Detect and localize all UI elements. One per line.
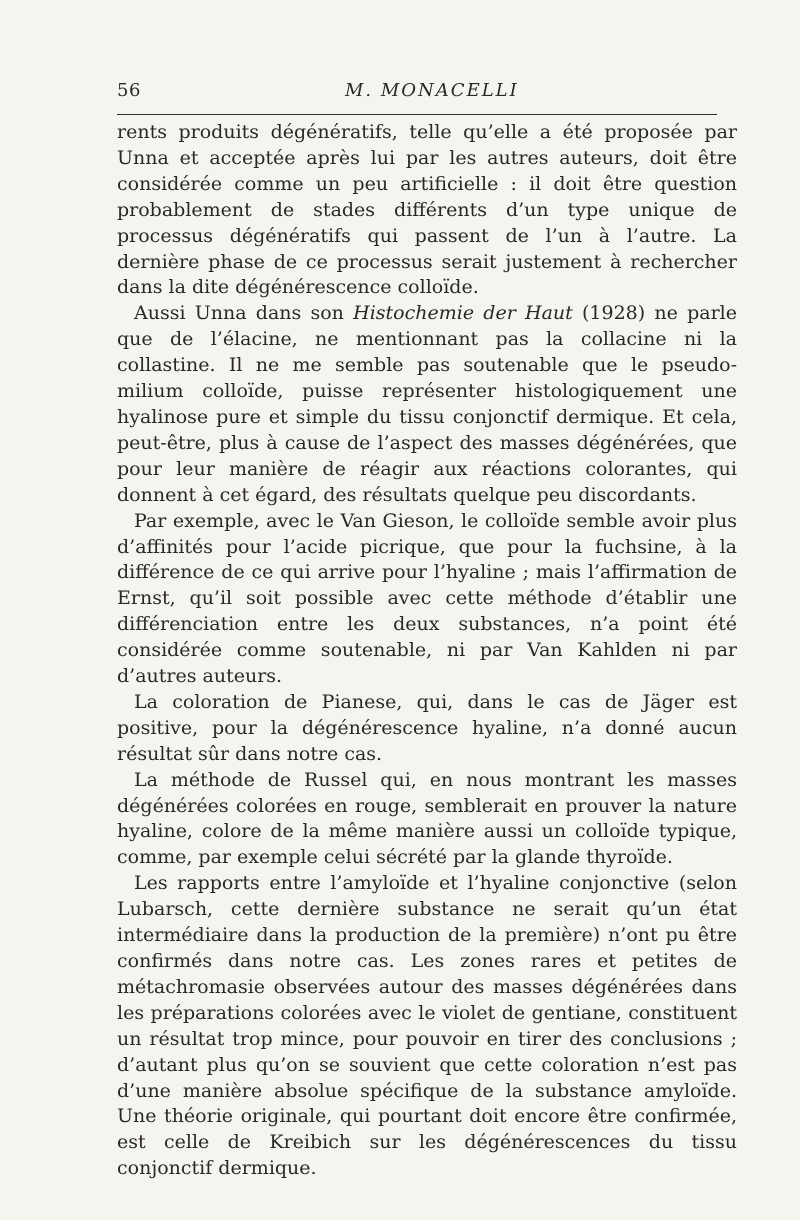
paragraph-4: La coloration de Pianese, qui, dans le cas de Jäger est positive, pour la dégénérescence hyaline, n’a donné aucun résultat sûr dans notre cas. — [117, 690, 737, 765]
paragraph-2-intro: Aussi Unna dans son — [134, 302, 354, 325]
header-rule — [117, 114, 717, 115]
paragraph-5: La méthode de Russel qui, en nous montrant les masses dégénérées colorées en rouge, semblerait en prouver la nature hyaline, colore de la même manière aussi un colloïde typique, comme, par exemple celui sécrété par la glande thyroïde. — [117, 768, 737, 869]
paragraph-2 — [117, 301, 737, 508]
book-title: Histochemie der Haut — [353, 302, 573, 325]
running-head — [117, 80, 717, 108]
body-text — [117, 120, 737, 1182]
paragraph-6: Les rapports entre l’amyloïde et l’hyaline conjonctive (selon Lubarsch, cette dernière substance ne serait qu’un état intermédiaire dans la production de la première) n’ont pu être confirmés dans notre cas. Les zones rares et petites de métachromasie observées autour des masses dégénérées dans les préparations colorées avec le violet de gentiane, constituent un résultat trop mince, pour pouvoir en tirer des conclusions ; d’autant plus qu’on se souvient que cette coloration n’est pas d’une manière absolue spécifique de la substance amyloïde. Une théorie originale, qui pourtant doit encore être confirmée, est celle de Kreibich sur les dégénérescences du tissu conjonctif dermique. — [117, 872, 737, 1180]
running-title: M. MONACELLI — [345, 80, 519, 101]
paragraph-1: rents produits dégénératifs, telle qu’elle a été proposée par Unna et acceptée après lui par les autres auteurs, doit être considérée comme un peu artificielle : il doit être question probablement de stades différents d’un type unique de processus dégénératifs qui passent de l’un à l’autre. La dernière phase de ce processus serait justement à rechercher dans la dite dégénérescence colloïde. — [117, 121, 737, 299]
paragraph-2-rest: (1928) ne parle que de l’élacine, ne mentionnant pas la collacine ni la collastine. Il ne me semble pas soutenable que le pseudo-milium colloïde, puisse représenter histologiquement une hyalinose pure et simple du tissu conjonctif dermique. Et cela, peut-être, plus à cause de l’aspect des masses dégénérées, que pour leur manière de réagir aux réactions colorantes, qui donnent à cet égard, des résultats quelque peu discordants. — [117, 302, 737, 506]
paragraph-3: Par exemple, avec le Van Gieson, le colloïde semble avoir plus d’affinités pour l’acide picrique, que pour la fuchsine, à la différence de ce qui arrive pour l’hyaline ; mais l’affirmation de Ernst, qu’il soit possible avec cette méthode d’établir une différenciation entre les deux substances, n’a point été considérée comme soutenable, ni par Van Kahlden ni par d’autres auteurs. — [117, 509, 737, 688]
page-number: 56 — [117, 80, 141, 101]
